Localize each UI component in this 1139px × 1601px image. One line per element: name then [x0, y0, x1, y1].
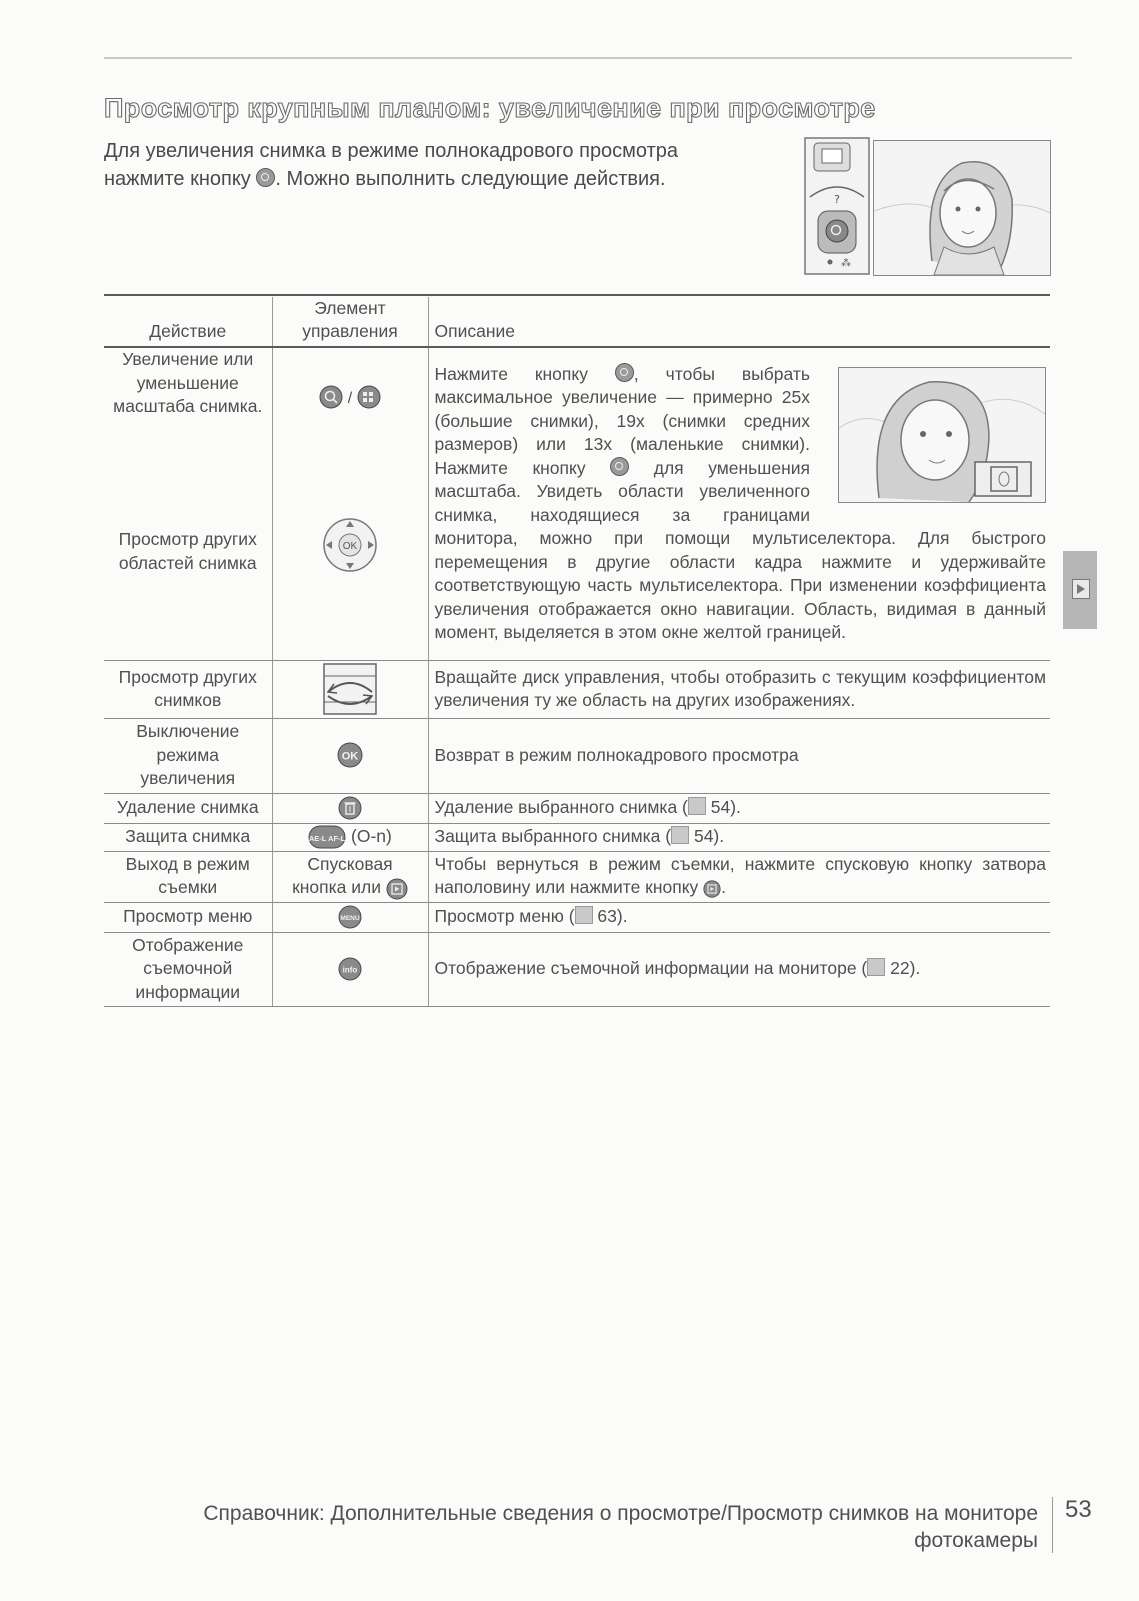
description-cell: Защита выбранного снимка ( 54). [428, 823, 1050, 851]
table-top-rule [104, 294, 1050, 296]
action-cell: Выключение режима увеличения [104, 719, 272, 794]
svg-text:/: / [347, 390, 353, 407]
table-row [104, 932, 1050, 1007]
description-cell: Отображение съемочной информации на мониторе ( 22). [428, 932, 1050, 1007]
intro-line-2: нажмите кнопку . Можно выполнить следующие действия. [104, 168, 666, 190]
protect-key-icon: (O-n) [351, 825, 392, 846]
footer-breadcrumb [104, 1500, 1038, 1554]
control-cell [272, 932, 428, 1007]
table-row [104, 851, 1050, 902]
control-cell [272, 719, 428, 794]
control-cell [272, 347, 428, 661]
zoomed-screen-illustration [873, 140, 1051, 276]
action-cell [104, 347, 272, 661]
action-cell: Удаление снимка [104, 793, 272, 823]
header-action: Действие [104, 297, 272, 347]
zoom-out-button-icon [610, 457, 629, 476]
zoom-in-button-icon [256, 168, 275, 187]
action-cell: Выход в режим съемки [104, 851, 272, 902]
info-button-icon [337, 956, 363, 982]
header-control: Элемент управления [272, 297, 428, 347]
control-cell [272, 793, 428, 823]
action-zoom: Увеличение или уменьшение масштаба снимка. [113, 349, 263, 416]
trash-button-icon [337, 795, 363, 821]
svg-text:AE-L AF-L: AE-L AF-L [309, 833, 346, 843]
table-row [104, 719, 1050, 794]
table-row [104, 661, 1050, 719]
playback-section-tab [1063, 551, 1097, 629]
menu-button-icon [337, 904, 363, 930]
table-row [104, 902, 1050, 932]
action-scroll: Просмотр других областей снимка [118, 529, 257, 573]
description-cell: Просмотр меню ( 63). [428, 902, 1050, 932]
playback-button-icon [703, 880, 721, 898]
reference-icon [688, 797, 706, 815]
svg-text:OK: OK [342, 541, 358, 552]
footer-line-1: Справочник: Дополнительные сведения о просмотре/Просмотр снимков на мониторе [203, 1502, 1038, 1525]
svg-text:info: info [342, 965, 358, 975]
header-description: Описание [428, 297, 1050, 347]
description-cell: Чтобы вернуться в режим съемки, нажмите спусковую кнопку затвора наполовину или нажмите кнопку . [428, 851, 1050, 902]
action-cell: Защита снимка [104, 823, 272, 851]
navigation-window-illustration [838, 367, 1046, 503]
camera-back-illustration [804, 137, 870, 275]
description-cell: Вращайте диск управления, чтобы отобразить с текущим коэффициентом увеличения ту же область на других изображениях. [428, 661, 1050, 719]
svg-text:OK: OK [341, 750, 359, 763]
table-row [104, 793, 1050, 823]
action-cell: Просмотр меню [104, 902, 272, 932]
control-cell [272, 902, 428, 932]
zoom-in-button-icon [615, 363, 634, 382]
control-cell [272, 823, 428, 851]
action-cell: Отображение съемочной информации [104, 932, 272, 1007]
description-cell: Возврат в режим полнокадрового просмотра [428, 719, 1050, 794]
reference-icon [671, 826, 689, 844]
action-cell: Просмотр других снимков [104, 661, 272, 719]
svg-text:?: ? [834, 193, 840, 206]
ae-l-af-l-button-icon [308, 825, 346, 849]
table-row [104, 823, 1050, 851]
page-number: 53 [1065, 1496, 1092, 1523]
footer-divider [1052, 1497, 1053, 1553]
table-header-row [104, 297, 1050, 347]
intro-line-1: Для увеличения снимка в режиме полнокадрового просмотра [104, 140, 679, 162]
playback-button-icon [386, 878, 408, 900]
svg-text:⁂: ⁂ [841, 258, 851, 269]
zoom-in-out-buttons-icon [318, 384, 382, 410]
svg-text:MENU: MENU [340, 914, 360, 922]
intro-text [104, 137, 804, 193]
description-cell: Нажмите кнопку , чтобы выбрать максимальное увеличение — примерно 25x (большие снимки), 19x (снимки средних размеров) или 13x (маленькие снимки). Нажмите кнопку для уменьшения масштаба. Увидеть области увеличенного снимка, находящиеся за границами монитора, можно при помощи мультиселектора. Для быстрого перемещения в другие области кадра нажмите и удерживайте соответствующую часть мультиселектора. При изменении коэффициента увеличения отображается окно навигации. Область, видимая в данный момент, выделяется в этом окне желтой границей. [428, 347, 1050, 661]
operations-table [104, 297, 1050, 1007]
reference-icon [867, 958, 885, 976]
reference-icon [575, 906, 593, 924]
playback-tab-icon [1072, 579, 1090, 599]
description-cell: Удаление выбранного снимка ( 54). [428, 793, 1050, 823]
multi-selector-icon [321, 516, 379, 574]
ok-button-icon [336, 741, 364, 769]
control-cell: Спусковая кнопка или [272, 851, 428, 902]
command-dial-icon [322, 662, 378, 716]
page-title: Просмотр крупным планом: увеличение при просмотре [104, 93, 876, 123]
footer-line-2: фотокамеры [914, 1529, 1038, 1552]
top-rule [104, 57, 1072, 59]
control-cell [272, 661, 428, 719]
table-row [104, 347, 1050, 661]
